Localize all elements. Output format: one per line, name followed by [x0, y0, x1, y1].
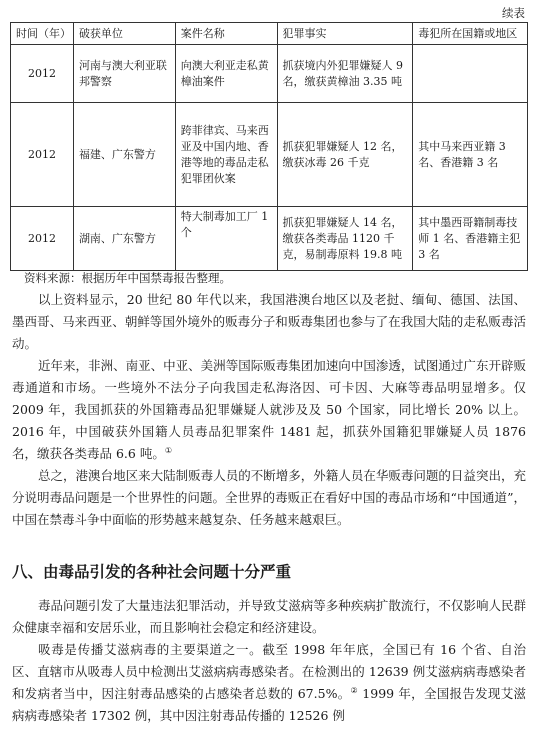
cell-nationality: 其中马来西亚籍 3 名、香港籍 3 名 [413, 103, 528, 207]
cell-year: 2012 [11, 207, 74, 271]
header-unit: 破获单位 [73, 23, 175, 45]
footnote-marker: ② [350, 685, 359, 695]
table-header-row [11, 23, 528, 45]
table-row [11, 45, 528, 103]
header-nationality: 毒犯所在国籍或地区 [413, 23, 528, 45]
continued-label: 续表 [502, 6, 525, 20]
section-heading: 八、由毒品引发的各种社会问题十分严重 [12, 563, 292, 581]
table-source-note: 资料来源：根据历年中国禁毒报告整理。 [24, 271, 231, 285]
cell-case-name: 向澳大利亚走私黄樟油案件 [175, 45, 277, 103]
cell-nationality: 其中墨西哥籍制毒技师 1 名、香港籍主犯 3 名 [413, 207, 528, 271]
cell-unit: 河南与澳大利亚联邦警察 [73, 45, 175, 103]
table-row [11, 207, 528, 271]
cell-case-name: 跨菲律宾、马来西亚及中国内地、香港等地的毒品走私犯罪团伙案 [175, 103, 277, 207]
cell-case-name: 特大制毒加工厂 1 个 [175, 207, 277, 271]
paragraph-text: 近年来，非洲、南亚、中亚、美洲等国际贩毒集团加速向中国渗透，试图通过广东开辟贩毒通道和市场。一些境外不法分子向我国走私海洛因、可卡因、大麻等毒品明显增多。仅 2009 年，我国抓获的外国籍毒品犯罪嫌疑人就涉及及 50 个国家，同比增长 20% 以上。2016 年，中国破获外国籍人员毒品犯罪案件 1481 起，抓获外国籍犯罪嫌疑人员 1876 名，缴获各类毒品 6.6 吨。 [12, 358, 526, 461]
table-row [11, 103, 528, 207]
paragraph-text: 吸毒是传播艾滋病毒的主要渠道之一。截至 1998 年年底，全国已有 16 个省、自治区、直辖市从吸毒人员中检测出艾滋病病毒感染者。在检测出的 12639 例艾滋病病毒感染者和发病者当中，因注射毒品感染的占感染者总数的 67.5%。 [12, 642, 526, 701]
cell-nationality [413, 45, 528, 103]
cell-facts: 抓获境内外犯罪嫌疑人 9 名，缴获黄樟油 3.35 吨 [277, 45, 413, 103]
paragraph-social-problems: 毒品问题引发了大量违法犯罪活动，并导致艾滋病等多种疾病扩散流行，不仅影响人民群众健康幸福和安居乐业，而且影响社会稳定和经济建设。 [12, 598, 526, 635]
paragraph-summary: 总之，港澳台地区来大陆制贩毒人员的不断增多，外籍人员在华贩毒问题的日益突出，充分说明毒品问题是一个世界性的问题。全世界的毒贩正在看好中国的毒品市场和“中国通道”，中国在禁毒斗争中面临的形势越来越复杂、任务越来越艰巨。 [12, 468, 526, 527]
cell-unit: 福建、广东警方 [73, 103, 175, 207]
header-facts: 犯罪事实 [277, 23, 413, 45]
cell-facts: 抓获犯罪嫌疑人 14 名，缴获各类毒品 1120 千克，易制毒原料 19.8 吨 [277, 207, 413, 271]
paragraph-foreign-traffickers: 以上资料显示，20 世纪 80 年代以来，我国港澳台地区以及老挝、缅甸、德国、法国、墨西哥、马来西亚、朝鲜等国外境外的贩毒分子和贩毒集团也参与了在我国大陆的走私贩毒活动。 [12, 292, 526, 351]
paragraph-text-continued: 1999 年，全国报告发现艾滋病病毒感染者 17302 例，其中因注射毒品传播的 12526 例 [12, 686, 527, 723]
cell-facts: 抓获犯罪嫌疑人 12 名，缴获冰毒 26 千克 [277, 103, 413, 207]
cell-year: 2012 [11, 45, 74, 103]
footnote-marker: ① [164, 445, 172, 455]
paragraph-aids-transmission [12, 639, 526, 727]
header-year: 时间（年） [11, 23, 74, 45]
cell-year: 2012 [11, 103, 74, 207]
paragraph-international-gangs [12, 355, 526, 465]
drug-case-table [10, 22, 528, 271]
header-case-name: 案件名称 [175, 23, 277, 45]
cell-unit: 湖南、广东警方 [73, 207, 175, 271]
